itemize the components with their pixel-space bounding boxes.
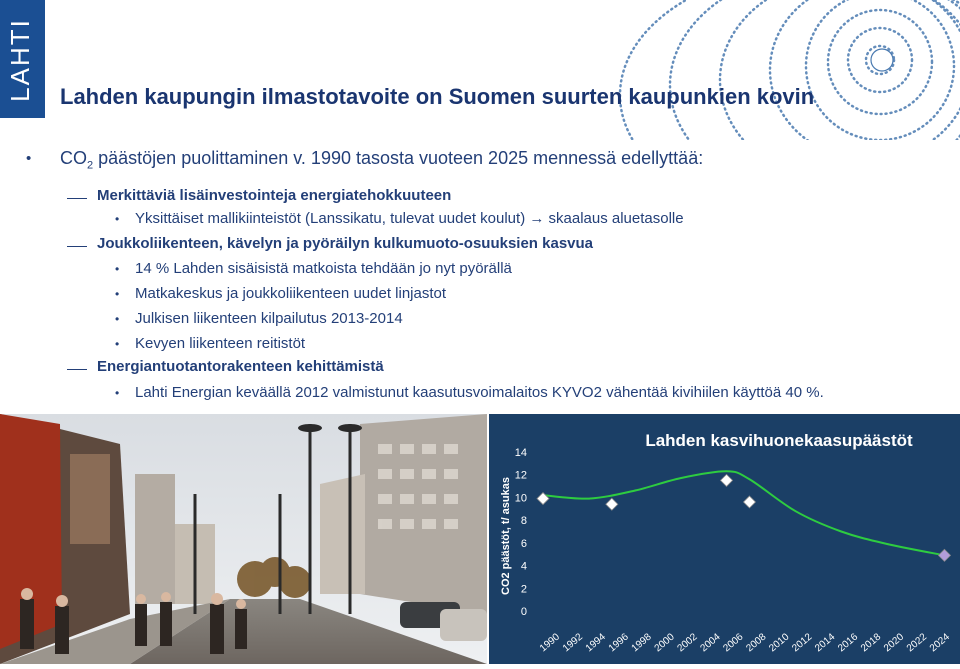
- x-tick-label: 2024: [927, 631, 952, 655]
- x-tick-label: 2022: [904, 631, 930, 655]
- emissions-chart: [489, 414, 960, 664]
- x-tick-label: 1996: [606, 631, 631, 655]
- x-tick-label: 2010: [767, 631, 792, 655]
- y-tick-label: 4: [520, 560, 527, 573]
- bullet-dot: •: [115, 312, 120, 326]
- x-tick-label: 2002: [675, 631, 700, 655]
- bullet-dot: •: [115, 287, 120, 301]
- item-transport-share: Joukkoliikenteen, kävelyn ja pyöräilyn kulkumuoto-osuuksien kasvua: [97, 235, 594, 252]
- x-tick-label: 2004: [698, 631, 723, 655]
- x-tick-label: 2000: [652, 631, 677, 655]
- x-tick-label: 2018: [859, 631, 884, 655]
- lahti-logo: [0, 0, 45, 118]
- y-tick-label: 14: [514, 447, 527, 459]
- street-photo: [0, 414, 487, 664]
- data-point: [537, 493, 549, 505]
- y-tick-label: 12: [514, 469, 527, 482]
- data-point: [743, 496, 755, 508]
- x-tick-label: 2012: [790, 631, 815, 655]
- x-tick-label: 1998: [629, 631, 654, 655]
- y-tick-label: 8: [520, 515, 527, 528]
- item-kyvo2: Lahti Energian keväällä 2012 valmistunut kaasutusvoimalaitos KYVO2 vähentää kivihiilen käyttöä 40 %.: [135, 384, 824, 401]
- x-tick-label: 2006: [721, 631, 746, 655]
- bullet-dot: •: [115, 386, 120, 400]
- dash-marker: [67, 369, 87, 370]
- slide-title: Lahden kaupungin ilmastotavoite on Suomen suurten kaupunkien kovin: [60, 84, 815, 109]
- chart-title: Lahden kasvihuonekaasupäästöt: [645, 431, 913, 450]
- x-tick-label: 2020: [881, 631, 907, 655]
- chart-svg: [489, 414, 960, 664]
- x-tick-label: 1992: [560, 631, 585, 655]
- trend-line: [543, 471, 944, 555]
- x-tick-label: 1994: [583, 631, 608, 655]
- intro-line: $CO_2$ päästöjen puolittaminen v. 1990 tasosta vuoteen 2025 mennessä edellyttää:: [60, 148, 704, 172]
- dash-marker: [67, 198, 87, 199]
- y-tick-label: 10: [514, 492, 527, 505]
- item-energy-production: Energiantuotantorakenteen kehittämistä: [97, 358, 384, 375]
- item-cycling: 14 % Lahden sisäisistä matkoista tehdään jo nyt pyörällä: [135, 260, 512, 277]
- x-tick-label: 2016: [836, 631, 861, 655]
- dash-marker: [67, 246, 87, 247]
- y-tick-label: 6: [520, 537, 527, 550]
- x-tick-label: 1990: [537, 631, 562, 655]
- y-tick-label: 2: [520, 583, 527, 596]
- item-tendering: Julkisen liikenteen kilpailutus 2013-2014: [135, 310, 403, 327]
- x-tick-label: 2008: [744, 631, 769, 655]
- contour-decoration: [440, 0, 960, 140]
- item-light-traffic: Kevyen liikenteen reitistöt: [135, 335, 306, 352]
- y-tick-label: 0: [520, 606, 527, 618]
- bullet-dot: •: [115, 337, 120, 351]
- bullet-dot: •: [26, 150, 32, 167]
- item-travel-centre: Matkakeskus ja joukkoliikenteen uudet linjastot: [135, 285, 447, 302]
- item-model-buildings: Yksittäiset mallikiinteistöt (Lanssikatu, tulevat uudet koulut) → skaalaus aluetasolle: [135, 210, 684, 227]
- logo-text: LAHTI: [4, 18, 35, 102]
- bullet-dot: •: [115, 212, 120, 226]
- data-point: [606, 498, 618, 510]
- chart-y-axis-label: CO2 päästöt, t/ asukas: [500, 477, 512, 595]
- data-point: [721, 474, 733, 486]
- item-energy-efficiency: Merkittäviä lisäinvestointeja energiatehokkuuteen: [97, 187, 452, 204]
- target-point: [938, 549, 950, 561]
- bullet-dot: •: [115, 262, 120, 276]
- x-tick-label: 2014: [813, 631, 838, 655]
